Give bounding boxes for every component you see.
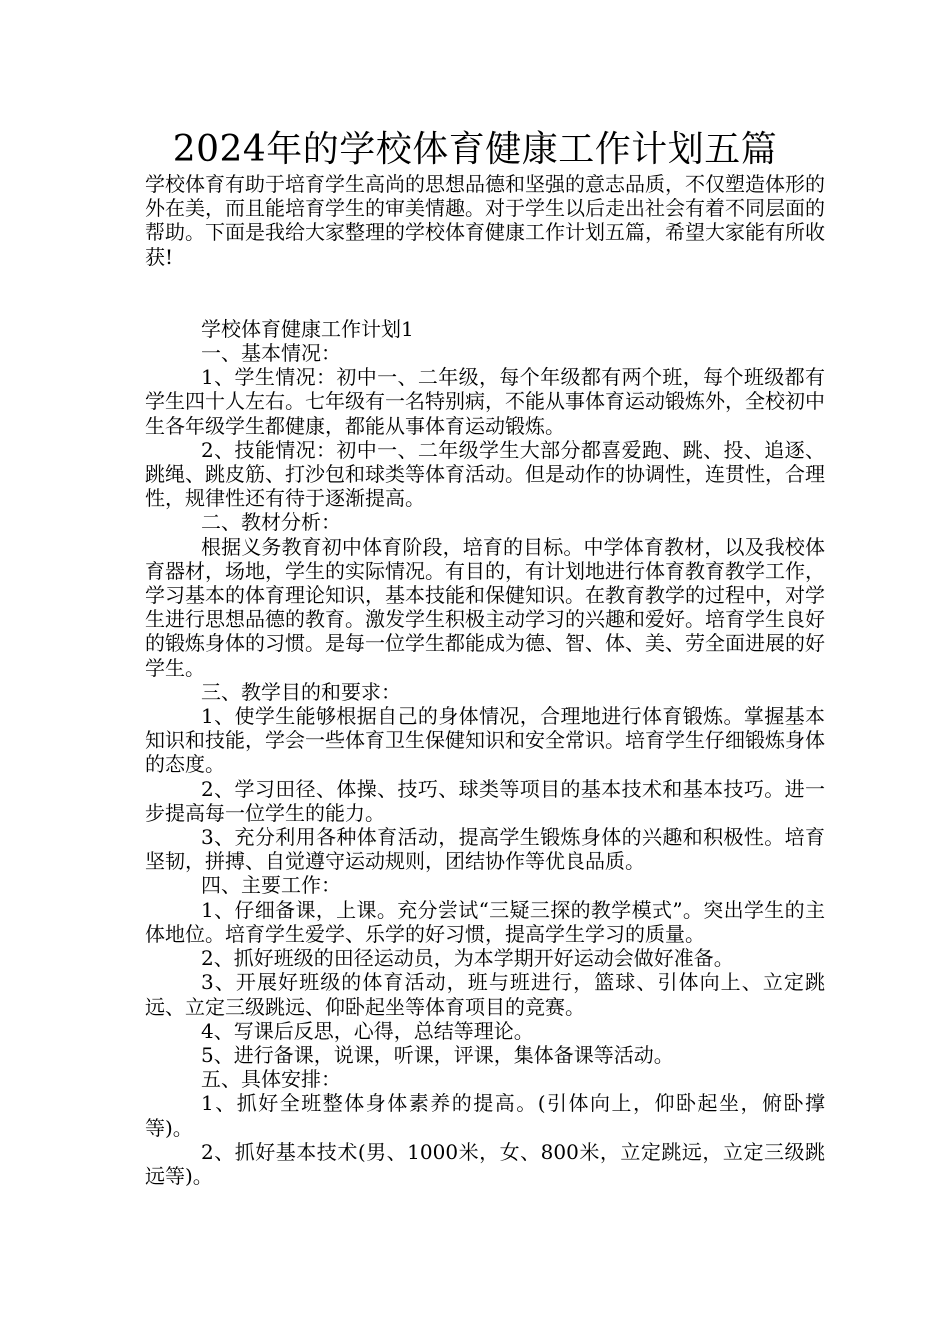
paragraph-work-3: 3、开展好班级的体育活动，班与班进行，篮球、引体向上、立定跳远、立定三级跳远、仰卧起坐等体育项目的竞赛。 xyxy=(145,970,825,1019)
paragraph-goal-1: 1、使学生能够根据自己的身体情况，合理地进行体育锻炼。掌握基本知识和技能，学会一些体育卫生保健知识和安全常识。培育学生仔细锻炼身体的态度。 xyxy=(145,704,825,777)
paragraph-work-4: 4、写课后反思，心得，总结等理论。 xyxy=(201,1018,534,1043)
paragraph-goal-2: 2、学习田径、体操、技巧、球类等项目的基本技术和基本技巧。进一步提高每一位学生的能力。 xyxy=(145,776,825,825)
paragraph-work-1: 1、仔细备课，上课。充分尝试“三疑三探的教学模式”。突出学生的主体地位。培育学生爱学、乐学的好习惯，提高学生学习的质量。 xyxy=(145,897,825,946)
document-body xyxy=(145,172,825,1188)
paragraph-gap xyxy=(145,269,825,317)
intro-paragraph: 学校体育有助于培育学生高尚的思想品德和坚强的意志品质，不仅塑造体形的外在美，而且能培育学生的审美情趣。对于学生以后走出社会有着不同层面的帮助。下面是我给大家整理的学校体育健康工作计划五篇，希望大家能有所收获! xyxy=(145,172,825,269)
paragraph-work-5: 5、进行备课，说课，听课，评课，集体备课等活动。 xyxy=(201,1042,674,1067)
paragraph-arrangement-1: 1、抓好全班整体身体素养的提高。(引体向上，仰卧起坐，俯卧撑等)。 xyxy=(145,1091,825,1140)
heading-basic-situation: 一、基本情况： xyxy=(201,341,341,366)
document-title: 2024年的学校体育健康工作计划五篇 xyxy=(172,129,778,170)
section-heading-plan-1: 学校体育健康工作计划1 xyxy=(201,316,414,341)
paragraph-work-2: 2、抓好班级的田径运动员，为本学期开好运动会做好准备。 xyxy=(201,946,734,971)
paragraph-arrangement-2: 2、抓好基本技术(男、1000米，女、800米，立定跳远，立定三级跳远等)。 xyxy=(145,1139,825,1188)
paragraph-material-analysis: 根据义务教育初中体育阶段，培育的目标。中学体育教材，以及我校体育器材，场地，学生的实际情况。有目的，有计划地进行体育教育教学工作，学习基本的体育理论知识，基本技能和保健知识。在教育教学的过程中，对学生进行思想品德的教育。激发学生积极主动学习的兴趣和爱好。培育学生良好的锻炼身体的习惯。是每一位学生都能成为德、智、体、美、劳全面进展的好学生。 xyxy=(145,534,825,680)
heading-material-analysis: 二、教材分析： xyxy=(201,510,341,535)
paragraph-student-situation: 1、学生情况：初中一、二年级，每个年级都有两个班，每个班级都有学生四十人左右。七年级有一名特别病，不能从事体育运动锻炼外，全校初中生各年级学生都健康，都能从事体育运动锻炼。 xyxy=(145,365,825,438)
heading-teaching-goals: 三、教学目的和要求： xyxy=(201,679,401,704)
heading-main-work: 四、主要工作： xyxy=(201,873,341,898)
paragraph-goal-3: 3、充分利用各种体育活动，提高学生锻炼身体的兴趣和积极性。培育坚韧，拼搏、自觉遵守运动规则，团结协作等优良品质。 xyxy=(145,825,825,874)
heading-arrangement: 五、具体安排： xyxy=(201,1067,341,1092)
paragraph-skill-situation: 2、技能情况：初中一、二年级学生大部分都喜爱跑、跳、投、追逐、跳绳、跳皮筋、打沙包和球类等体育活动。但是动作的协调性，连贯性，合理性，规律性还有待于逐渐提高。 xyxy=(145,437,825,511)
